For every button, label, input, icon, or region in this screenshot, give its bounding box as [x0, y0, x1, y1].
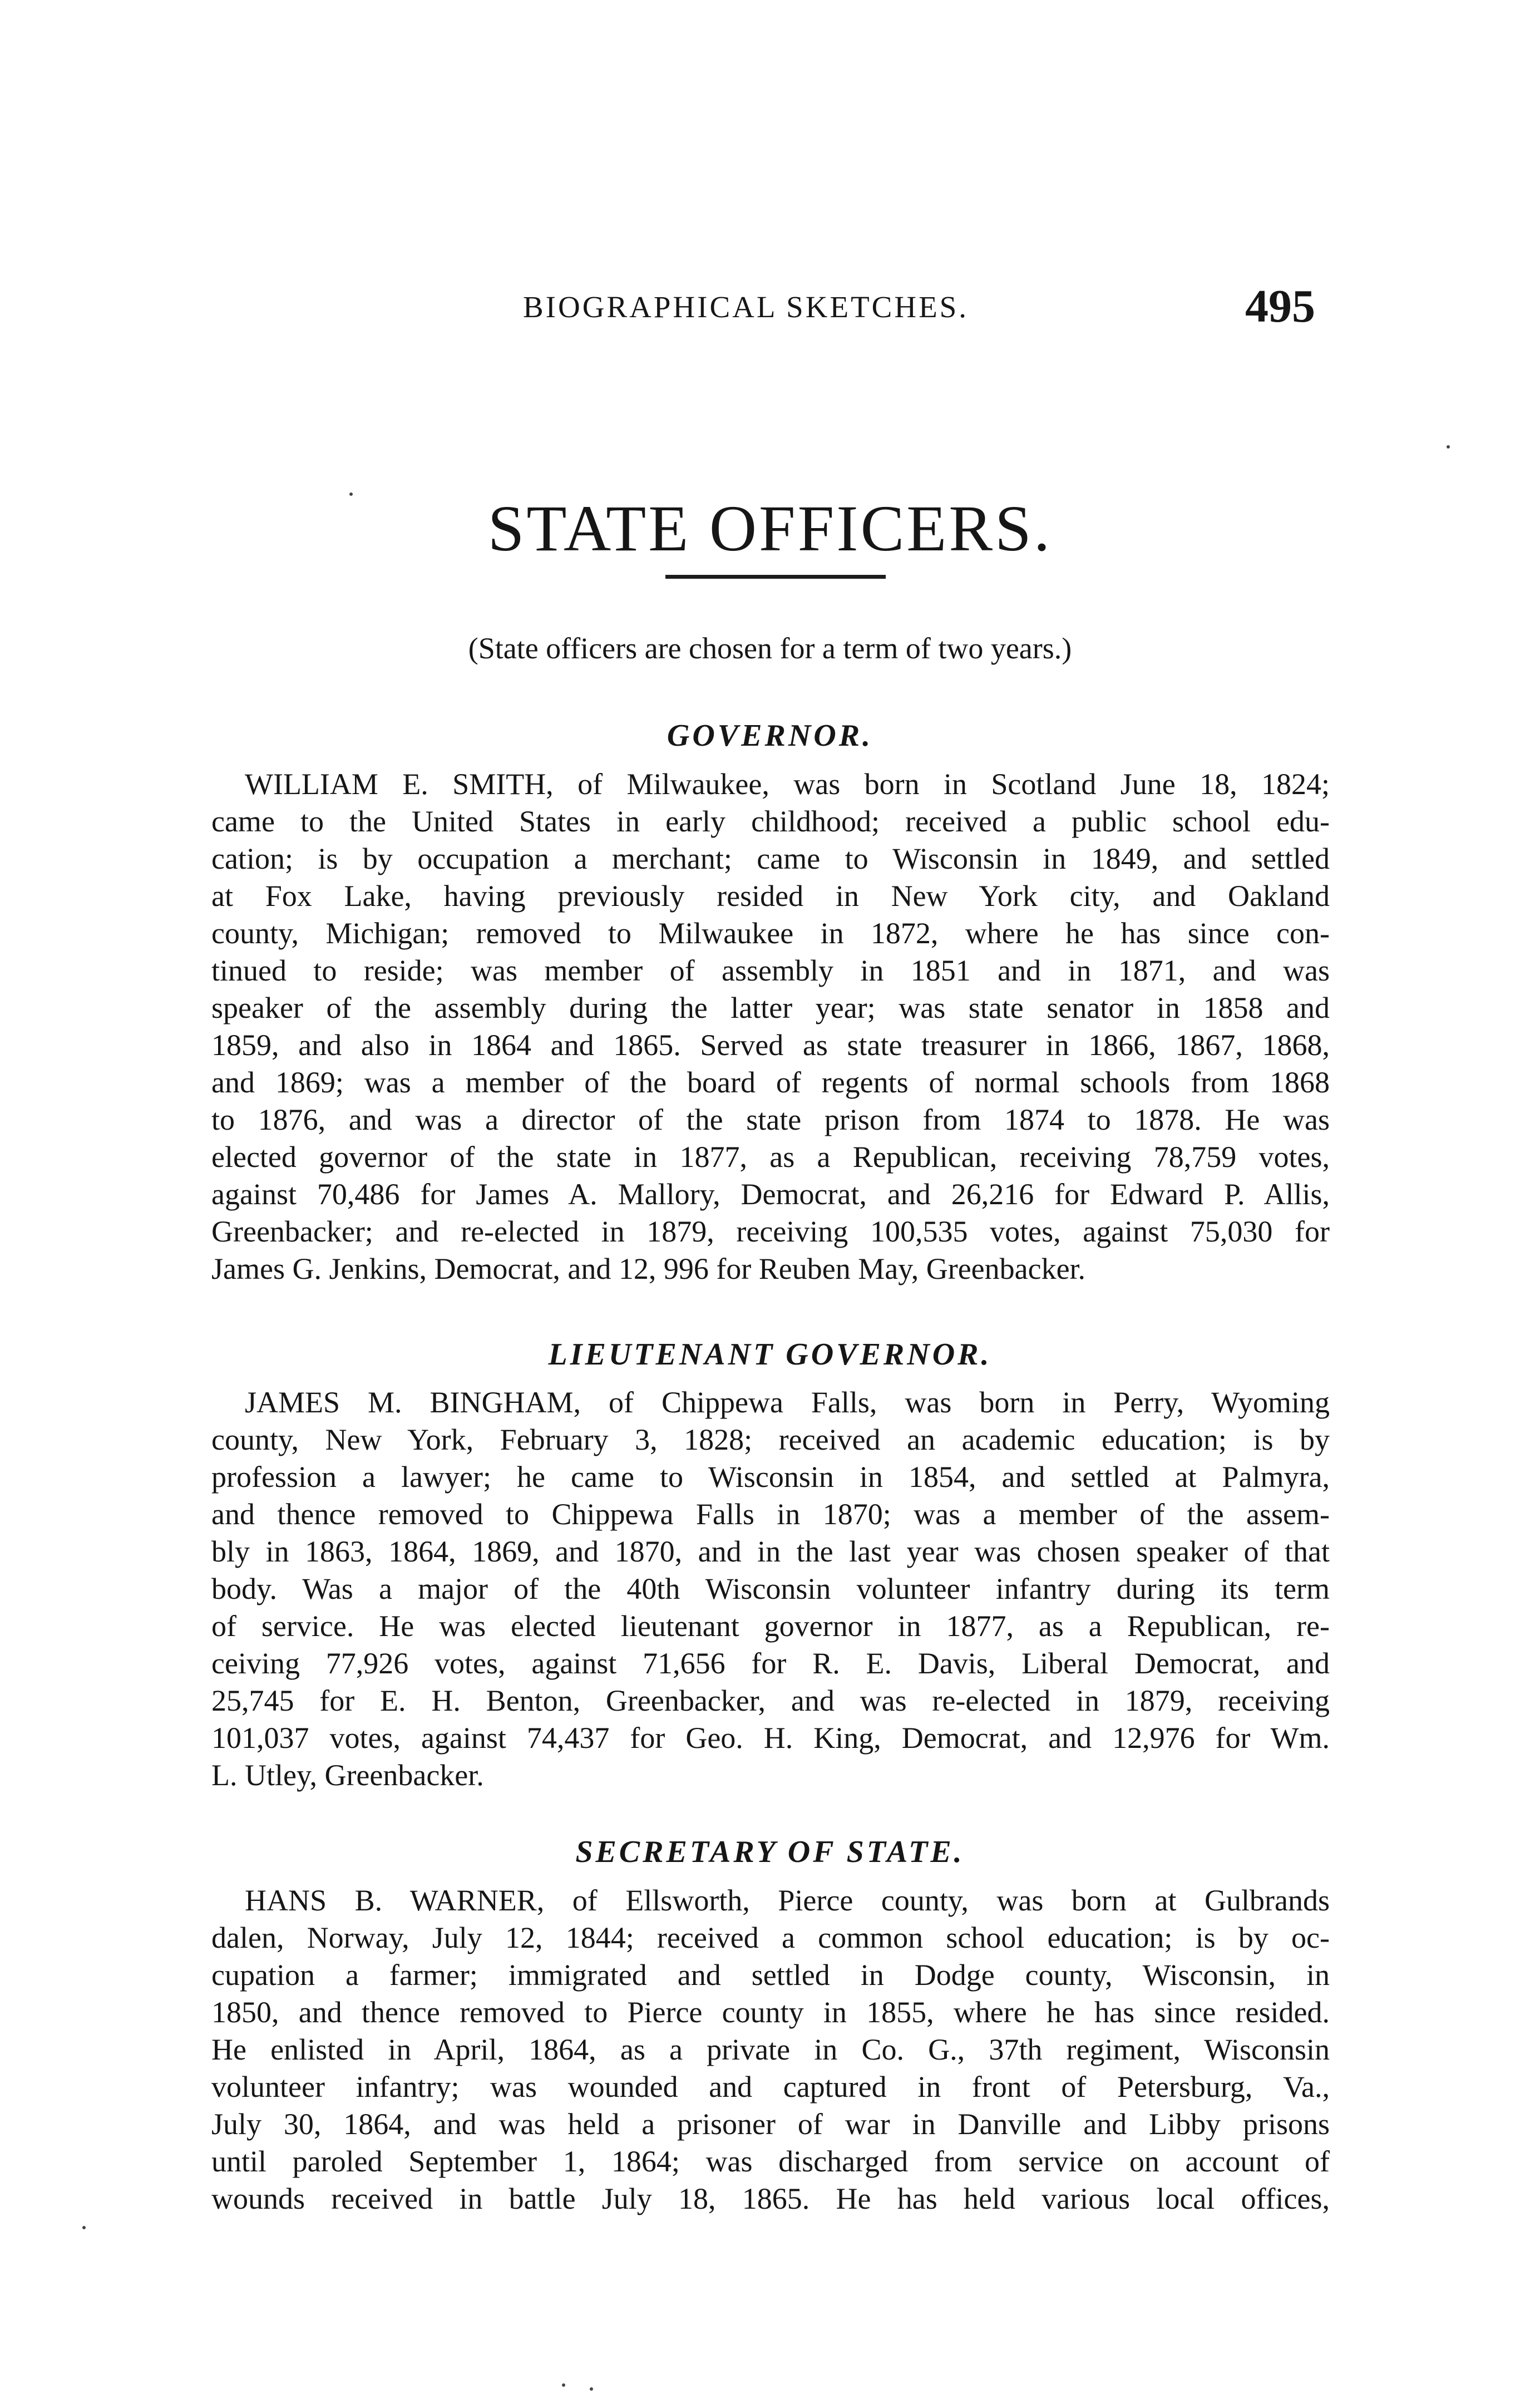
bio-line: county, New York, February 3, 1828; received an academic education; is by [211, 1423, 1330, 1456]
running-head: BIOGRAPHICAL SKETCHES. [523, 290, 969, 324]
bio-line: came to the United States in early childhood; received a public school edu- [211, 805, 1330, 838]
bio-line: volunteer infantry; was wounded and captured in front of Petersburg, Va., [211, 2070, 1330, 2104]
bio-line: elected governor of the state in 1877, as a Republican, receiving 78,759 votes, [211, 1140, 1330, 1174]
bio-line: bly in 1863, 1864, 1869, and 1870, and in the last year was chosen speaker of that [211, 1535, 1330, 1568]
bio-line: tinued to reside; was member of assembly in 1851 and in 1871, and was [211, 954, 1330, 987]
bio-line: of service. He was elected lieutenant governor in 1877, as a Republican, re- [211, 1609, 1330, 1643]
bio-line: until paroled September 1, 1864; was discharged from service on account of [211, 2145, 1330, 2178]
bio-line: cation; is by occupation a merchant; came to Wisconsin in 1849, and settled [211, 842, 1330, 875]
bio-line: HANS B. WARNER, of Ellsworth, Pierce county, was born at Gulbrands [245, 1884, 1330, 1917]
section-heading-secretary-of-state: SECRETARY OF STATE. [575, 1835, 965, 1869]
scan-speck [562, 2383, 565, 2387]
bio-line: against 70,486 for James A. Mallory, Democrat, and 26,216 for Edward P. Allis, [211, 1178, 1330, 1211]
bio-line: ceiving 77,926 votes, against 71,656 for R. E. Davis, Liberal Democrat, and [211, 1647, 1330, 1680]
bio-line: speaker of the assembly during the latter year; was state senator in 1858 and [211, 991, 1330, 1024]
scan-speck [1447, 445, 1450, 449]
bio-line: and 1869; was a member of the board of regents of normal schools from 1868 [211, 1066, 1330, 1099]
scan-speck [590, 2387, 593, 2391]
page-title: STATE OFFICERS. [487, 492, 1053, 565]
bio-line: 25,745 for E. H. Benton, Greenbacker, and was re-elected in 1879, receiving [211, 1684, 1330, 1717]
bio-line: county, Michigan; removed to Milwaukee in 1872, where he has since con- [211, 917, 1330, 950]
bio-line: James G. Jenkins, Democrat, and 12, 996 for Reuben May, Greenbacker. [211, 1252, 1086, 1285]
bio-line: cupation a farmer; immigrated and settled in Dodge county, Wisconsin, in [211, 1958, 1330, 1992]
bio-line: Greenbacker; and re-elected in 1879, receiving 100,535 votes, against 75,030 for [211, 1215, 1330, 1248]
bio-line: wounds received in battle July 18, 1865. He has held various local offices, [211, 2182, 1330, 2215]
bio-line: and thence removed to Chippewa Falls in 1870; was a member of the assem- [211, 1497, 1330, 1531]
page-number: 495 [1245, 280, 1315, 332]
bio-line: 1850, and thence removed to Pierce county in 1855, where he has since resided. [211, 1996, 1330, 2029]
title-rule [665, 575, 886, 579]
bio-line: dalen, Norway, July 12, 1844; received a common school education; is by oc- [211, 1921, 1330, 1954]
scan-speck [349, 492, 353, 496]
bio-line: WILLIAM E. SMITH, of Milwaukee, was born in Scotland June 18, 1824; [245, 767, 1330, 801]
bio-line: JAMES M. BINGHAM, of Chippewa Falls, was born in Perry, Wyoming [245, 1386, 1330, 1419]
bio-line: at Fox Lake, having previously resided in New York city, and Oakland [211, 879, 1330, 913]
section-heading-lieutenant-governor: LIEUTENANT GOVERNOR. [548, 1337, 992, 1372]
bio-line: body. Was a major of the 40th Wisconsin volunteer infantry during its term [211, 1572, 1330, 1605]
bio-line: July 30, 1864, and was held a prisoner of war in Danville and Libby prisons [211, 2107, 1330, 2141]
bio-line: 101,037 votes, against 74,437 for Geo. H. King, Democrat, and 12,976 for Wm. [211, 1721, 1330, 1755]
bio-line: to 1876, and was a director of the state prison from 1874 to 1878. He was [211, 1103, 1330, 1136]
bio-line: 1859, and also in 1864 and 1865. Served as state treasurer in 1866, 1867, 1868, [211, 1028, 1330, 1062]
bio-line: He enlisted in April, 1864, as a private in Co. G., 37th regiment, Wisconsin [211, 2033, 1330, 2066]
bio-line: L. Utley, Greenbacker. [211, 1758, 484, 1792]
section-heading-governor: GOVERNOR. [667, 718, 873, 753]
bio-line: profession a lawyer; he came to Wisconsin in 1854, and settled at Palmyra, [211, 1460, 1330, 1494]
term-note: (State officers are chosen for a term of two years.) [468, 632, 1072, 665]
scan-speck [82, 2226, 86, 2229]
